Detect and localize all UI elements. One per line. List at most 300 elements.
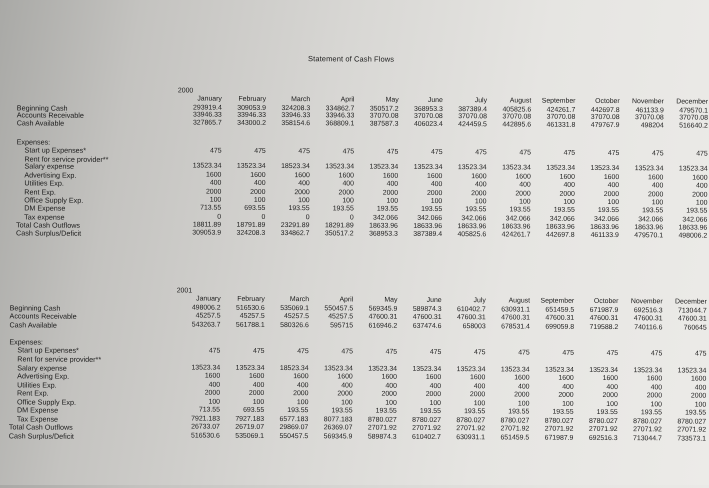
table-cell: 45257.5 xyxy=(328,313,354,321)
table-cell: 27071.92 xyxy=(633,426,662,434)
month-header: March xyxy=(291,96,311,104)
expenses-heading: Expenses: xyxy=(9,337,43,347)
table-cell: 678531.4 xyxy=(501,322,530,331)
table-cell: 387587.3 xyxy=(369,120,399,128)
table-cell: 1600 xyxy=(250,171,266,179)
table-cell: 193.55 xyxy=(287,407,309,415)
table-cell: 100 xyxy=(517,399,530,408)
table-cell: 569345.9 xyxy=(323,432,353,440)
table-cell: 37070.08 xyxy=(414,112,443,120)
table-cell: 479570.1 xyxy=(634,232,664,240)
table-cell: 2000 xyxy=(294,188,310,196)
table-cell: 193.55 xyxy=(597,206,620,215)
table-cell: 475 xyxy=(519,148,531,157)
table-cell: 358154.6 xyxy=(281,120,311,128)
table-cell: 475 xyxy=(652,149,664,157)
month-header: August xyxy=(509,97,532,105)
table-cell: 100 xyxy=(208,398,221,406)
table-cell: 18633.96 xyxy=(678,224,708,232)
month-header: November xyxy=(630,298,663,306)
table-cell: 193.55 xyxy=(552,408,574,416)
table-cell: 610402.7 xyxy=(457,305,486,313)
table-cell: 1600 xyxy=(337,373,353,381)
table-cell: 33946.33 xyxy=(325,112,355,120)
table-cell: 100 xyxy=(430,197,443,205)
table-cell: 18633.96 xyxy=(369,222,398,230)
table-cell: 692516.3 xyxy=(588,434,618,442)
table-cell: 13523.34 xyxy=(502,164,531,172)
table-cell: 47600.31 xyxy=(545,314,575,322)
table-cell: 475 xyxy=(341,348,353,356)
table-cell: 475 xyxy=(210,147,222,155)
table-cell: 100 xyxy=(606,400,618,408)
table-cell: 100 xyxy=(341,398,353,406)
table-cell: 1600 xyxy=(382,172,399,180)
row-label: Accounts Receivable xyxy=(16,110,84,120)
table-cell: 343000.2 xyxy=(237,119,266,127)
table-cell: 610402.7 xyxy=(412,433,441,441)
table-cell: 47600.31 xyxy=(677,315,707,323)
row-label: Rent for service provider** xyxy=(17,354,102,364)
table-cell: 193.55 xyxy=(464,408,486,416)
row-label: Cash Available xyxy=(9,319,57,330)
table-cell: 342.066 xyxy=(549,215,575,223)
table-cell: 405825.6 xyxy=(502,105,532,114)
month-header: June xyxy=(426,296,442,304)
table-cell: 461133.9 xyxy=(590,231,619,240)
table-cell: 18633.96 xyxy=(590,223,619,232)
table-cell: 342.066 xyxy=(505,214,531,223)
table-cell: 1600 xyxy=(515,172,531,181)
table-cell: 327865.7 xyxy=(192,119,222,127)
table-cell: 2000 xyxy=(690,392,707,400)
table-cell: 309053.9 xyxy=(192,229,222,237)
table-cell: 18791.89 xyxy=(236,221,266,229)
table-cell: 400 xyxy=(252,381,265,389)
table-cell: 342.066 xyxy=(461,214,487,222)
table-cell: 368809.1 xyxy=(325,120,355,128)
table-cell: 2000 xyxy=(602,391,618,400)
table-cell: 2000 xyxy=(250,188,266,196)
table-cell: 2000 xyxy=(469,391,486,399)
table-cell: 400 xyxy=(208,381,221,389)
table-cell: 13523.34 xyxy=(413,163,443,171)
table-cell: 2000 xyxy=(293,390,309,398)
table-cell: 100 xyxy=(296,398,309,406)
table-cell: 561788.1 xyxy=(235,321,265,329)
row-label: DM Expense xyxy=(24,203,66,213)
table-cell: 442697.8 xyxy=(590,106,620,114)
table-cell: 651459.5 xyxy=(545,306,575,314)
table-cell: 713044.7 xyxy=(678,306,707,315)
table-cell: 2000 xyxy=(514,391,530,399)
table-cell: 400 xyxy=(607,182,620,190)
table-cell: 0 xyxy=(261,213,266,221)
table-cell: 100 xyxy=(253,196,266,204)
table-cell: 589874.3 xyxy=(367,433,397,441)
table-cell: 18811.89 xyxy=(192,221,222,229)
table-cell: 8077.183 xyxy=(323,415,353,423)
table-cell: 8780.027 xyxy=(412,416,441,424)
table-cell: 1600 xyxy=(602,374,618,383)
table-cell: 0 xyxy=(305,213,310,221)
table-cell: 400 xyxy=(296,381,309,389)
table-cell: 595715 xyxy=(330,321,354,329)
table-cell: 193.55 xyxy=(421,205,443,213)
year-label: 2001 xyxy=(176,287,193,295)
table-cell: 47600.31 xyxy=(633,315,663,323)
month-header: November xyxy=(632,98,664,106)
table-cell: 13523.34 xyxy=(324,364,353,372)
table-cell: 13523.34 xyxy=(546,164,576,172)
table-cell: 424261.7 xyxy=(501,231,531,239)
table-cell: 100 xyxy=(695,199,708,207)
table-cell: 334862.7 xyxy=(280,230,310,238)
table-cell: 400 xyxy=(606,383,618,391)
table-cell: 13523.34 xyxy=(500,365,530,374)
table-cell: 1600 xyxy=(471,172,487,180)
table-cell: 100 xyxy=(385,399,397,407)
table-cell: 13523.34 xyxy=(192,162,222,170)
table-cell: 475 xyxy=(475,148,487,156)
table-cell: 713044.7 xyxy=(633,434,662,442)
table-cell: 193.55 xyxy=(685,409,707,417)
table-cell: 47600.31 xyxy=(368,313,398,321)
table-cell: 400 xyxy=(429,382,442,390)
table-cell: 658003 xyxy=(462,322,486,330)
table-cell: 26369.07 xyxy=(323,424,353,432)
table-cell: 2000 xyxy=(558,391,574,399)
table-cell: 400 xyxy=(519,181,531,189)
month-header: July xyxy=(474,97,488,105)
table-cell: 498204 xyxy=(640,122,664,130)
table-cell: 47600.31 xyxy=(501,314,530,322)
table-cell: 475 xyxy=(298,147,310,155)
table-cell: 400 xyxy=(254,179,266,187)
table-cell: 1600 xyxy=(294,171,310,179)
table-cell: 400 xyxy=(342,180,354,188)
table-cell: 13523.34 xyxy=(545,366,574,374)
row-label: Tax Expense xyxy=(16,413,59,424)
table-cell: 400 xyxy=(341,381,353,389)
row-label: Office Supply Exp. xyxy=(24,195,84,205)
table-cell: 193.55 xyxy=(596,408,618,417)
table-cell: 29869.07 xyxy=(279,424,309,432)
row-label: DM Expense xyxy=(16,405,59,415)
table-cell: 1600 xyxy=(690,375,707,383)
table-cell: 475 xyxy=(694,350,707,358)
table-cell: 475 xyxy=(297,348,309,356)
table-cell: 324208.3 xyxy=(236,229,266,237)
table-cell: 8780.027 xyxy=(544,417,574,425)
table-cell: 1600 xyxy=(559,173,576,181)
table-cell: 334862.7 xyxy=(325,104,355,112)
table-cell: 13523.34 xyxy=(369,163,399,171)
table-cell: 475 xyxy=(431,148,443,156)
table-cell: 45257.5 xyxy=(283,313,309,321)
table-cell: 13523.34 xyxy=(412,365,442,373)
table-cell: 26733.07 xyxy=(191,423,220,431)
table-cell: 33946.33 xyxy=(281,112,311,120)
table-cell: 27071.92 xyxy=(500,425,530,433)
table-cell: 27071.92 xyxy=(367,424,397,432)
table-cell: 7921.183 xyxy=(191,414,220,423)
table-cell: 100 xyxy=(252,398,265,406)
row-label: Rent Exp. xyxy=(17,388,49,398)
table-cell: 475 xyxy=(429,348,442,356)
table-cell: 13523.34 xyxy=(633,366,663,374)
row-label: Start up Expenses* xyxy=(17,345,79,355)
table-cell: 400 xyxy=(562,383,574,391)
table-cell: 100 xyxy=(607,199,620,207)
table-cell: 2000 xyxy=(515,189,531,198)
table-cell: 193.55 xyxy=(686,207,708,215)
table-cell: 33946.33 xyxy=(193,111,222,119)
table-cell: 400 xyxy=(430,180,443,188)
table-cell: 193.55 xyxy=(332,205,354,213)
table-cell: 2000 xyxy=(205,188,222,196)
table-cell: 8780.027 xyxy=(500,416,530,425)
row-label: Beginning Cash xyxy=(9,302,61,313)
table-cell: 37070.08 xyxy=(369,112,399,120)
table-cell: 461331.8 xyxy=(546,121,576,129)
table-cell: 2000 xyxy=(337,390,353,398)
table-cell: 27071.92 xyxy=(677,426,707,434)
table-cell: 2000 xyxy=(338,188,354,196)
month-header: February xyxy=(238,95,267,103)
table-cell: 27071.92 xyxy=(544,425,574,433)
table-cell: 37070.08 xyxy=(679,114,708,122)
table-cell: 2000 xyxy=(692,191,708,199)
table-cell: 713.55 xyxy=(200,204,222,212)
table-cell: 8780.027 xyxy=(456,416,486,424)
table-cell: 475 xyxy=(606,349,619,358)
table-cell: 342.066 xyxy=(373,214,398,222)
month-header: March xyxy=(289,296,310,304)
table-cell: 13523.34 xyxy=(368,365,398,373)
table-cell: 637474.6 xyxy=(412,322,442,330)
table-cell: 475 xyxy=(208,347,221,355)
table-cell: 13523.34 xyxy=(456,365,486,373)
table-cell: 18633.96 xyxy=(545,223,575,231)
expenses-heading: Expenses: xyxy=(16,137,51,147)
table-cell: 2000 xyxy=(204,389,221,397)
month-header: July xyxy=(473,297,486,305)
row-label: Salary expense xyxy=(24,161,75,171)
month-header: April xyxy=(339,296,354,304)
table-cell: 475 xyxy=(342,147,355,155)
table-cell: 193.55 xyxy=(288,205,310,213)
table-cell: 100 xyxy=(298,197,310,205)
table-cell: 387389.4 xyxy=(458,105,488,113)
table-cell: 550457.5 xyxy=(324,304,354,312)
table-cell: 47600.31 xyxy=(589,314,619,323)
table-cell: 475 xyxy=(518,349,530,357)
table-cell: 13523.34 xyxy=(236,162,266,170)
month-header: May xyxy=(384,296,398,304)
table-cell: 1600 xyxy=(381,373,397,381)
table-cell: 400 xyxy=(386,180,399,188)
table-cell: 37070.08 xyxy=(590,113,620,122)
table-cell: 699059.8 xyxy=(545,323,575,331)
table-cell: 406023.4 xyxy=(413,120,443,128)
table-cell: 13523.34 xyxy=(678,165,708,173)
table-cell: 1600 xyxy=(249,372,265,380)
month-header: October xyxy=(595,97,620,106)
table-cell: 100 xyxy=(651,199,664,207)
table-cell: 100 xyxy=(386,197,399,205)
table-cell: 100 xyxy=(429,399,442,407)
table-cell: 1600 xyxy=(648,173,664,181)
table-cell: 713.55 xyxy=(198,406,220,414)
table-cell: 26719.07 xyxy=(235,423,265,431)
table-cell: 1600 xyxy=(293,373,309,381)
table-cell: 368953.3 xyxy=(369,230,398,238)
table-cell: 100 xyxy=(342,197,354,205)
table-cell: 630931.1 xyxy=(456,433,486,441)
table-cell: 100 xyxy=(650,400,663,408)
table-cell: 8780.027 xyxy=(588,417,618,425)
table-cell: 535069.1 xyxy=(235,432,265,440)
table-cell: 630931.1 xyxy=(501,305,531,314)
table-cell: 37070.08 xyxy=(502,113,532,121)
table-cell: 293919.4 xyxy=(193,103,222,112)
table-cell: 1600 xyxy=(425,373,442,381)
table-cell: 37070.08 xyxy=(634,114,664,122)
table-cell: 693.55 xyxy=(243,406,265,414)
table-cell: 693.55 xyxy=(244,204,266,212)
table-cell: 651459.5 xyxy=(500,433,530,442)
year-label: 2000 xyxy=(177,87,194,95)
month-header: December xyxy=(676,98,709,106)
row-label: Office Supply Exp. xyxy=(16,396,77,407)
table-cell: 37070.08 xyxy=(546,113,576,121)
row-label: Salary expense xyxy=(17,362,67,373)
table-cell: 13523.34 xyxy=(634,165,664,173)
row-label: Utilities Exp. xyxy=(24,178,64,188)
table-cell: 400 xyxy=(563,181,575,189)
table-cell: 475 xyxy=(607,149,620,157)
table-cell: 405825.6 xyxy=(457,231,487,239)
table-cell: 589874.3 xyxy=(412,305,442,313)
table-cell: 1600 xyxy=(470,374,486,382)
row-label: Cash Available xyxy=(16,118,65,128)
table-cell: 13523.34 xyxy=(677,366,707,375)
table-cell: 400 xyxy=(517,382,530,391)
table-cell: 100 xyxy=(694,401,707,409)
table-cell: 100 xyxy=(209,196,222,204)
table-cell: 193.55 xyxy=(375,407,397,415)
table-cell: 18633.96 xyxy=(634,224,664,232)
table-cell: 100 xyxy=(474,198,487,206)
table-cell: 27071.92 xyxy=(456,425,486,433)
table-cell: 580326.6 xyxy=(280,321,309,329)
table-cell: 8780.027 xyxy=(367,416,397,424)
table-cell: 324208.3 xyxy=(281,104,311,112)
month-header: April xyxy=(340,96,355,104)
table-cell: 13523.34 xyxy=(590,164,620,173)
month-header: May xyxy=(385,96,399,104)
month-header: September xyxy=(541,97,576,105)
table-cell: 18633.96 xyxy=(413,222,443,230)
month-header: June xyxy=(427,96,443,104)
table-cell: 400 xyxy=(650,383,663,391)
table-cell: 13523.34 xyxy=(235,364,265,372)
month-header: January xyxy=(197,95,222,103)
table-cell: 309053.9 xyxy=(237,104,267,112)
month-header: February xyxy=(237,295,265,303)
table-cell: 1600 xyxy=(338,171,355,179)
table-cell: 33946.33 xyxy=(237,111,266,119)
table-cell: 27071.92 xyxy=(588,425,618,434)
table-cell: 193.55 xyxy=(376,205,399,213)
table-cell: 100 xyxy=(562,400,574,408)
table-cell: 400 xyxy=(298,180,310,188)
row-label: Advertising Exp. xyxy=(24,169,77,180)
table-cell: 387389.4 xyxy=(413,230,443,238)
table-cell: 740116.6 xyxy=(634,323,663,331)
table-cell: 13523.34 xyxy=(589,366,619,374)
row-label: Beginning Cash xyxy=(16,102,68,113)
table-cell: 498006.2 xyxy=(191,303,221,312)
table-cell: 193.55 xyxy=(553,206,575,214)
table-cell: 2000 xyxy=(646,392,663,400)
table-cell: 400 xyxy=(651,182,664,190)
table-cell: 2000 xyxy=(248,389,265,397)
table-cell: 100 xyxy=(519,198,531,206)
table-cell: 2000 xyxy=(381,390,397,398)
table-cell: 1600 xyxy=(558,374,574,382)
table-cell: 400 xyxy=(696,182,708,190)
table-cell: 1600 xyxy=(692,174,708,182)
table-cell: 350517.2 xyxy=(369,105,399,113)
table-cell: 1600 xyxy=(206,171,222,179)
table-cell: 1600 xyxy=(646,375,663,383)
month-header: September xyxy=(540,297,575,305)
table-cell: 342.066 xyxy=(638,215,664,223)
table-cell: 550457.5 xyxy=(279,432,309,440)
table-cell: 193.55 xyxy=(465,206,487,214)
table-cell: 13523.34 xyxy=(191,363,221,372)
table-cell: 475 xyxy=(696,150,708,158)
table-cell: 13523.34 xyxy=(325,163,355,171)
table-cell: 6577.183 xyxy=(279,415,309,423)
table-cell: 47600.31 xyxy=(412,313,442,321)
table-cell: 516640.2 xyxy=(679,122,708,130)
table-cell: 193.55 xyxy=(508,408,530,416)
table-cell: 475 xyxy=(386,148,399,156)
table-cell: 8780.027 xyxy=(677,417,707,426)
table-cell: 2000 xyxy=(603,190,620,198)
table-cell: 193.55 xyxy=(331,407,353,415)
month-header: December xyxy=(675,298,707,306)
table-cell: 479767.9 xyxy=(590,121,620,130)
table-cell: 616946.2 xyxy=(368,322,398,330)
table-cell: 2000 xyxy=(382,189,399,197)
table-cell: 2000 xyxy=(471,189,487,197)
table-cell: 442895.6 xyxy=(502,121,532,129)
table-cell: 400 xyxy=(209,179,222,187)
table-cell: 18291.89 xyxy=(324,222,354,230)
table-cell: 671987.9 xyxy=(589,306,619,314)
table-cell: 47600.31 xyxy=(456,314,486,322)
row-label: Utilities Exp. xyxy=(17,379,57,390)
table-cell: 719588.2 xyxy=(589,323,619,331)
table-cell: 100 xyxy=(563,198,575,206)
row-label: Tax expense xyxy=(24,211,65,222)
month-header: January xyxy=(196,295,221,303)
table-cell: 342.066 xyxy=(682,215,708,224)
